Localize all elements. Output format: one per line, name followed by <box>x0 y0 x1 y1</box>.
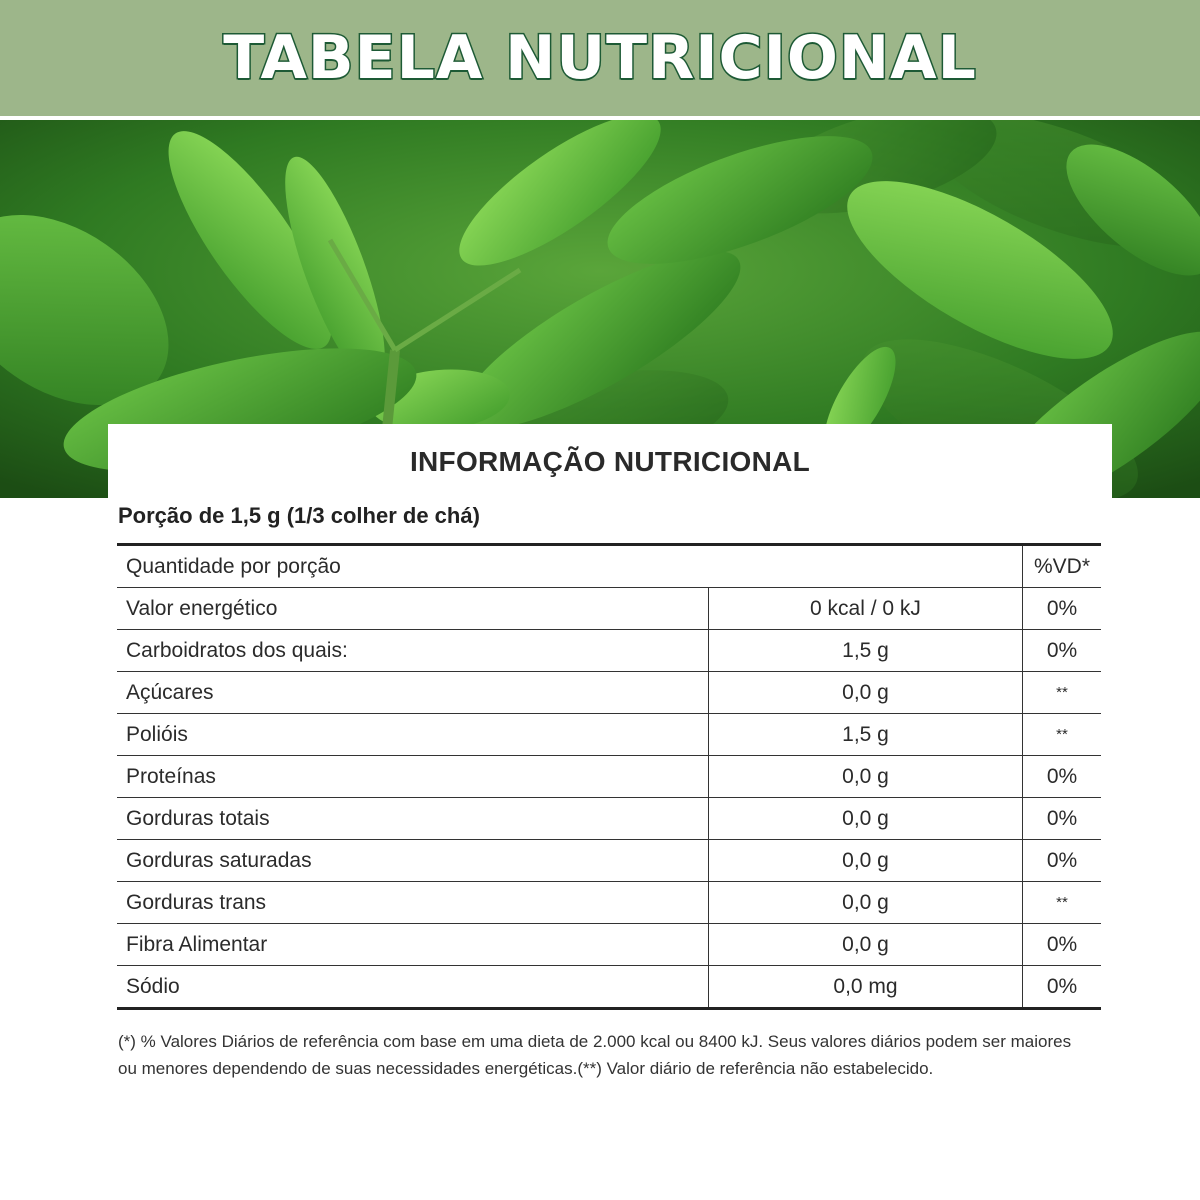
nutrient-amount: 0,0 g <box>709 840 1023 882</box>
header-quantity: Quantidade por porção <box>117 545 1023 588</box>
nutrient-vd: ** <box>1023 672 1102 714</box>
table-row <box>117 672 1101 714</box>
table-row <box>117 630 1101 672</box>
nutrient-vd: 0% <box>1023 966 1102 1009</box>
nutrient-name: Gorduras totais <box>117 798 709 840</box>
nutrient-amount: 1,5 g <box>709 714 1023 756</box>
nutrient-vd: ** <box>1023 714 1102 756</box>
portion-size: Porção de 1,5 g (1/3 colher de chá) <box>118 503 480 528</box>
table-row <box>117 882 1101 924</box>
nutrient-name: Valor energético <box>117 588 709 630</box>
nutrient-name: Fibra Alimentar <box>117 924 709 966</box>
nutrient-vd: 0% <box>1023 756 1102 798</box>
nutrient-amount: 0 kcal / 0 kJ <box>709 588 1023 630</box>
nutrient-vd: 0% <box>1023 840 1102 882</box>
nutrient-name: Gorduras trans <box>117 882 709 924</box>
table-row <box>117 588 1101 630</box>
table-row <box>117 966 1101 1009</box>
nutrient-amount: 0,0 g <box>709 924 1023 966</box>
nutrient-vd: 0% <box>1023 588 1102 630</box>
nutrient-amount: 0,0 g <box>709 672 1023 714</box>
label-title: INFORMAÇÃO NUTRICIONAL <box>409 446 811 477</box>
nutrient-name: Carboidratos dos quais: <box>117 630 709 672</box>
nutrient-vd: 0% <box>1023 924 1102 966</box>
footnote: (*) % Valores Diários de referência com base em uma dieta de 2.000 kcal ou 8400 kJ. Seus valores diários podem ser maiores ou menores dependendo de suas necessidades energéticas.(**) Valor diário de referência não estabelecido. <box>118 1032 1072 1078</box>
table-row <box>117 798 1101 840</box>
nutrient-name: Sódio <box>126 974 180 998</box>
banner-title: TABELA NUTRICIONAL <box>223 23 977 93</box>
nutrition-table <box>117 543 1101 1010</box>
nutrient-amount: 0,0 g <box>709 882 1023 924</box>
nutrient-name: Proteínas <box>117 756 709 798</box>
title-banner <box>0 0 1200 116</box>
nutrient-name: Açúcares <box>117 672 709 714</box>
table-row <box>117 840 1101 882</box>
nutrient-vd: ** <box>1023 882 1102 924</box>
nutrient-name: Gorduras saturadas <box>117 840 709 882</box>
nutrient-amount: 0,0 g <box>709 756 1023 798</box>
table-header-row <box>117 545 1101 588</box>
table-row <box>117 756 1101 798</box>
table-row <box>117 714 1101 756</box>
nutrient-name: Polióis <box>117 714 709 756</box>
nutrient-vd: 0% <box>1023 798 1102 840</box>
nutrient-amount: 0,0 g <box>709 798 1023 840</box>
header-vd: %VD* <box>1023 545 1102 588</box>
nutrient-amount: 0,0 mg <box>709 966 1023 1009</box>
nutrient-amount: 1,5 g <box>709 630 1023 672</box>
nutrient-vd: 0% <box>1023 630 1102 672</box>
table-row <box>117 924 1101 966</box>
